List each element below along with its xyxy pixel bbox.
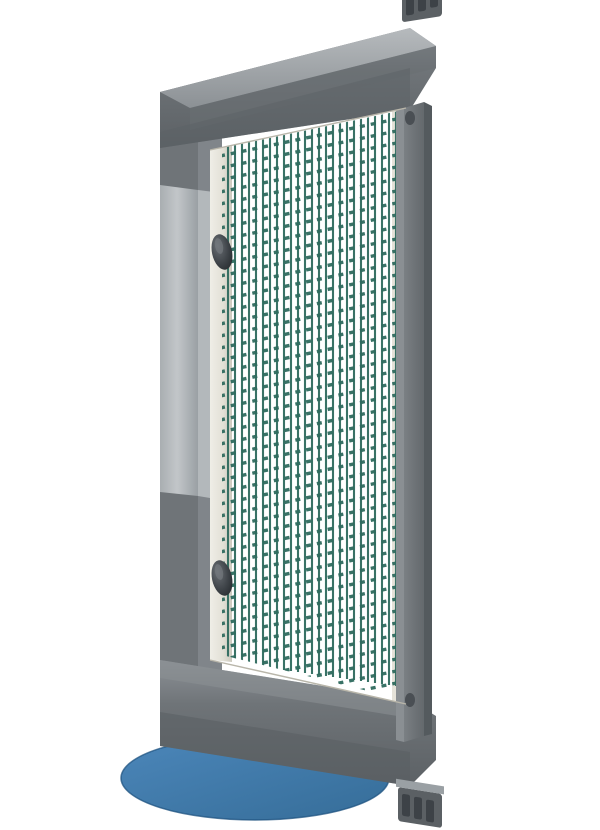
bottom-post-base	[396, 779, 444, 828]
right-post	[396, 102, 432, 742]
top-post-cap	[400, 0, 444, 22]
